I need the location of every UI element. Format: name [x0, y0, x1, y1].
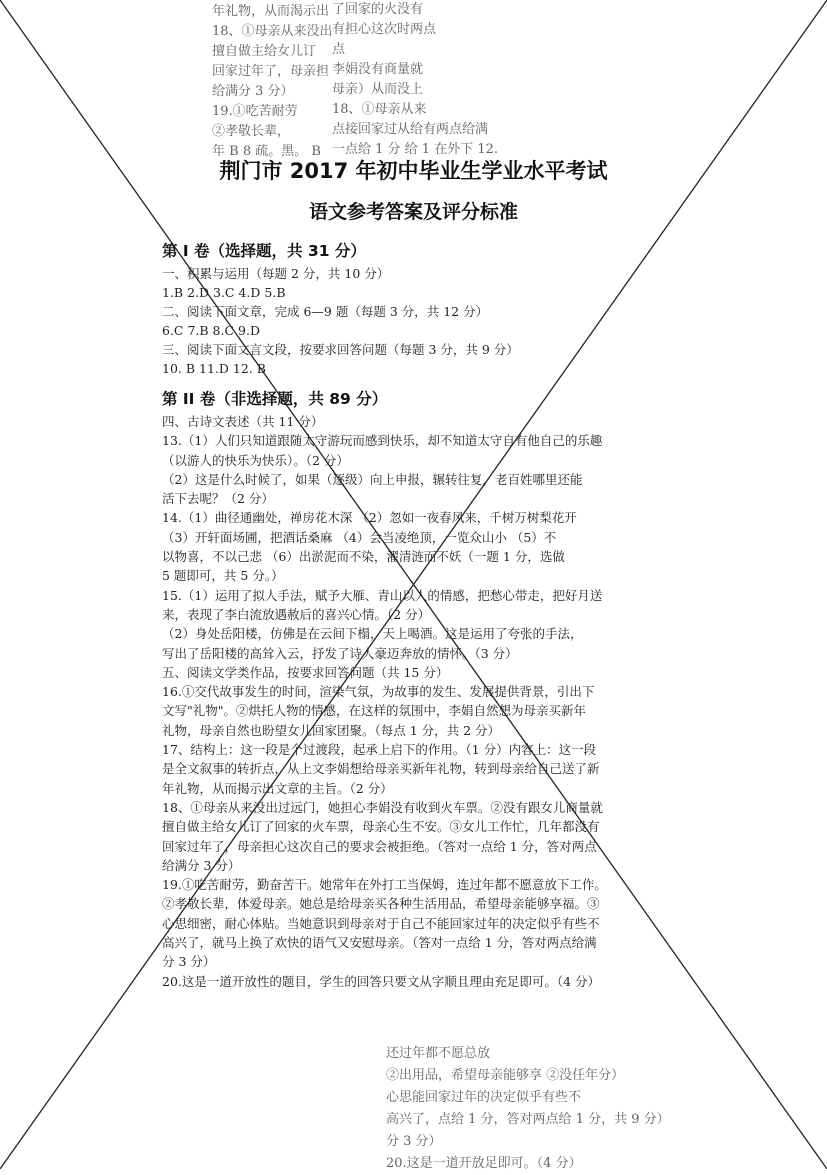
answer-line: 心思细密，耐心体贴。当她意识到母亲对于自己不能回家过年的决定似乎有些不: [162, 915, 600, 931]
ghost-line: 18、①母亲从来没出: [212, 24, 333, 39]
answer-line: （2）这是什么时候了，如果（逐级）向上申报，辗转往复，老百姓哪里还能: [162, 471, 583, 487]
ghost-line: ②孝敬长辈，: [212, 124, 291, 139]
answer-line: 一、积累与运用（每题 2 分，共 10 分）: [162, 266, 390, 281]
ghost-line: 母亲）从而没上: [332, 82, 424, 97]
answer-line: 三、阅读下面文言文段，按要求回答问题（每题 3 分，共 9 分）: [162, 342, 519, 357]
answer-line: 以物喜，不以己悲 （6）出淤泥而不染，濯清涟而不妖（一题 1 分，选做: [162, 549, 565, 565]
answer-line: 18、①母亲从来没出过远门，她担心李娟没有收到火车票。②没有跟女儿商量就: [162, 799, 603, 815]
ghost-line: 擅自做主给女儿订: [212, 44, 317, 59]
ghost-line: 18、①母亲从来: [332, 102, 427, 117]
answer-line: 回家过年了，母亲担心这次自己的要求会被拒绝。（答对一点给 1 分，答对两点: [162, 838, 597, 854]
ghost-line: 20.这是一道开放足即可。（4 分）: [386, 1156, 582, 1171]
answer-line: 写出了岳阳楼的高耸入云，抒发了诗人豪迈奔放的情怀。（3 分）: [162, 645, 518, 661]
answer-line: 四、古诗文表述（共 11 分）: [162, 414, 324, 429]
answer-line: 给满分 3 分）: [162, 857, 241, 873]
answer-line: 高兴了，就马上换了欢快的语气又安慰母亲。（答对一点给 1 分，答对两点给满: [162, 935, 597, 951]
answer-line: 5 题即可，共 5 分。）: [162, 568, 284, 584]
ghost-line: 李娟没有商量就: [332, 62, 424, 77]
exam-title: 荆门市 2017 年初中毕业生学业水平考试: [219, 159, 608, 183]
answer-line: 13.（1）人们只知道跟随太守游玩而感到快乐，却不知道太守自有他自己的乐趣: [162, 433, 603, 449]
section-heading-volume-1: 第 I 卷（选择题，共 31 分）: [162, 242, 366, 260]
answer-line: 年礼物，从而揭示出文章的主旨。（2 分）: [162, 780, 393, 796]
answer-line: 活下去呢？（2 分）: [162, 491, 274, 507]
answer-line: 来，表现了李白流放遇赦后的喜兴心情。（2 分）: [162, 606, 431, 622]
ghost-line: 给满分 3 分）: [212, 84, 294, 99]
answer-line: 19.①吃苦耐劳，勤奋苦干。她常年在外打工当保姆，连过年都不愿意放下工作。: [162, 877, 607, 893]
answer-line: 17、结构上：这一段是个过渡段，起承上启下的作用。（1 分）内容上：这一段: [162, 742, 597, 758]
answer-line: 20.这是一道开放性的题目，学生的回答只要文从字顺且理由充足即可。（4 分）: [162, 973, 601, 989]
answer-line: 文写"礼物"。②烘托人物的情感，在这样的氛围中，李娟自然想为母亲买新年: [162, 703, 587, 719]
answer-line: 二、阅读下面文章，完成 6—9 题（每题 3 分，共 12 分）: [162, 304, 489, 319]
answer-line: 16.①交代故事发生的时间，渲染气氛，为故事的发生、发展提供背景，引出下: [162, 684, 595, 700]
section-heading-volume-2: 第 II 卷（非选择题，共 89 分）: [162, 390, 388, 408]
ghost-line: 分 3 分）: [386, 1134, 442, 1149]
answer-line: 1.B 2.D 3.C 4.D 5.B: [162, 285, 286, 300]
ghost-line: 19.①吃苦耐劳: [212, 104, 298, 119]
ghost-line: 心思能回家过年的决定似乎有些不: [386, 1090, 582, 1105]
answer-line: 是全文叙事的转折点，从上文李娟想给母亲买新年礼物，转到母亲给自己送了新: [162, 761, 600, 777]
ghost-line: 有担心这次时两点: [332, 22, 437, 37]
ghost-line: 一点给 1 分 给 1 在外下 12.: [332, 142, 499, 157]
answer-line: 10. B 11.D 12. B: [162, 361, 266, 376]
answer-line: （以游人的快乐为快乐）。（2 分）: [162, 452, 349, 468]
ghost-line: 了回家的火没有: [332, 2, 424, 17]
ghost-line: 点接回家过从给有两点给满: [332, 122, 489, 137]
ghost-line: 点: [332, 42, 346, 57]
answer-line: 擅自做主给女儿订了回家的火车票，母亲心生不安。③女儿工作忙，几年都没有: [162, 819, 600, 835]
ghost-line: 回家过年了，母亲担: [212, 64, 330, 79]
ghost-line: 年 B 8 疏。黑。 B: [212, 144, 321, 159]
ghost-line: 还过年都不愿总放: [386, 1046, 491, 1061]
answer-line: 分 3 分）: [162, 954, 216, 970]
ghost-line: 高兴了，点给 1 分，答对两点给 1 分，共 9 分）: [386, 1112, 670, 1127]
answer-line: 礼物，母亲自然也盼望女儿回家团聚。（每点 1 分，共 2 分）: [162, 722, 501, 738]
answer-line: （2）身处岳阳楼，仿佛是在云间下榻，天上喝酒。这是运用了夸张的手法，: [162, 626, 583, 642]
answer-line: 6.C 7.B 8.C 9.D: [162, 323, 260, 338]
ghost-line: ②出用品，希望母亲能够享 ②没任年分）: [386, 1068, 625, 1083]
answer-line: 14.（1）曲径通幽处，禅房花木深 （2）忽如一夜春风来，千树万树梨花开: [162, 510, 577, 526]
ghost-line: 年礼物，从而渴示出: [212, 4, 330, 19]
answer-line: 五、阅读文学类作品，按要求回答问题（共 15 分）: [162, 664, 449, 680]
answer-key-subtitle: 语文参考答案及评分标准: [308, 201, 518, 223]
answer-line: （3）开轩面场圃，把酒话桑麻 （4）会当凌绝顶，一览众山小 （5）不: [162, 529, 557, 545]
answer-line: 15.（1）运用了拟人手法，赋予大雁、青山以人的情感，把愁心带走，把好月送: [162, 587, 603, 603]
answer-line: ②孝敬长辈，体爱母亲。她总是给母亲买各种生活用品，希望母亲能够享福。③: [162, 896, 600, 912]
